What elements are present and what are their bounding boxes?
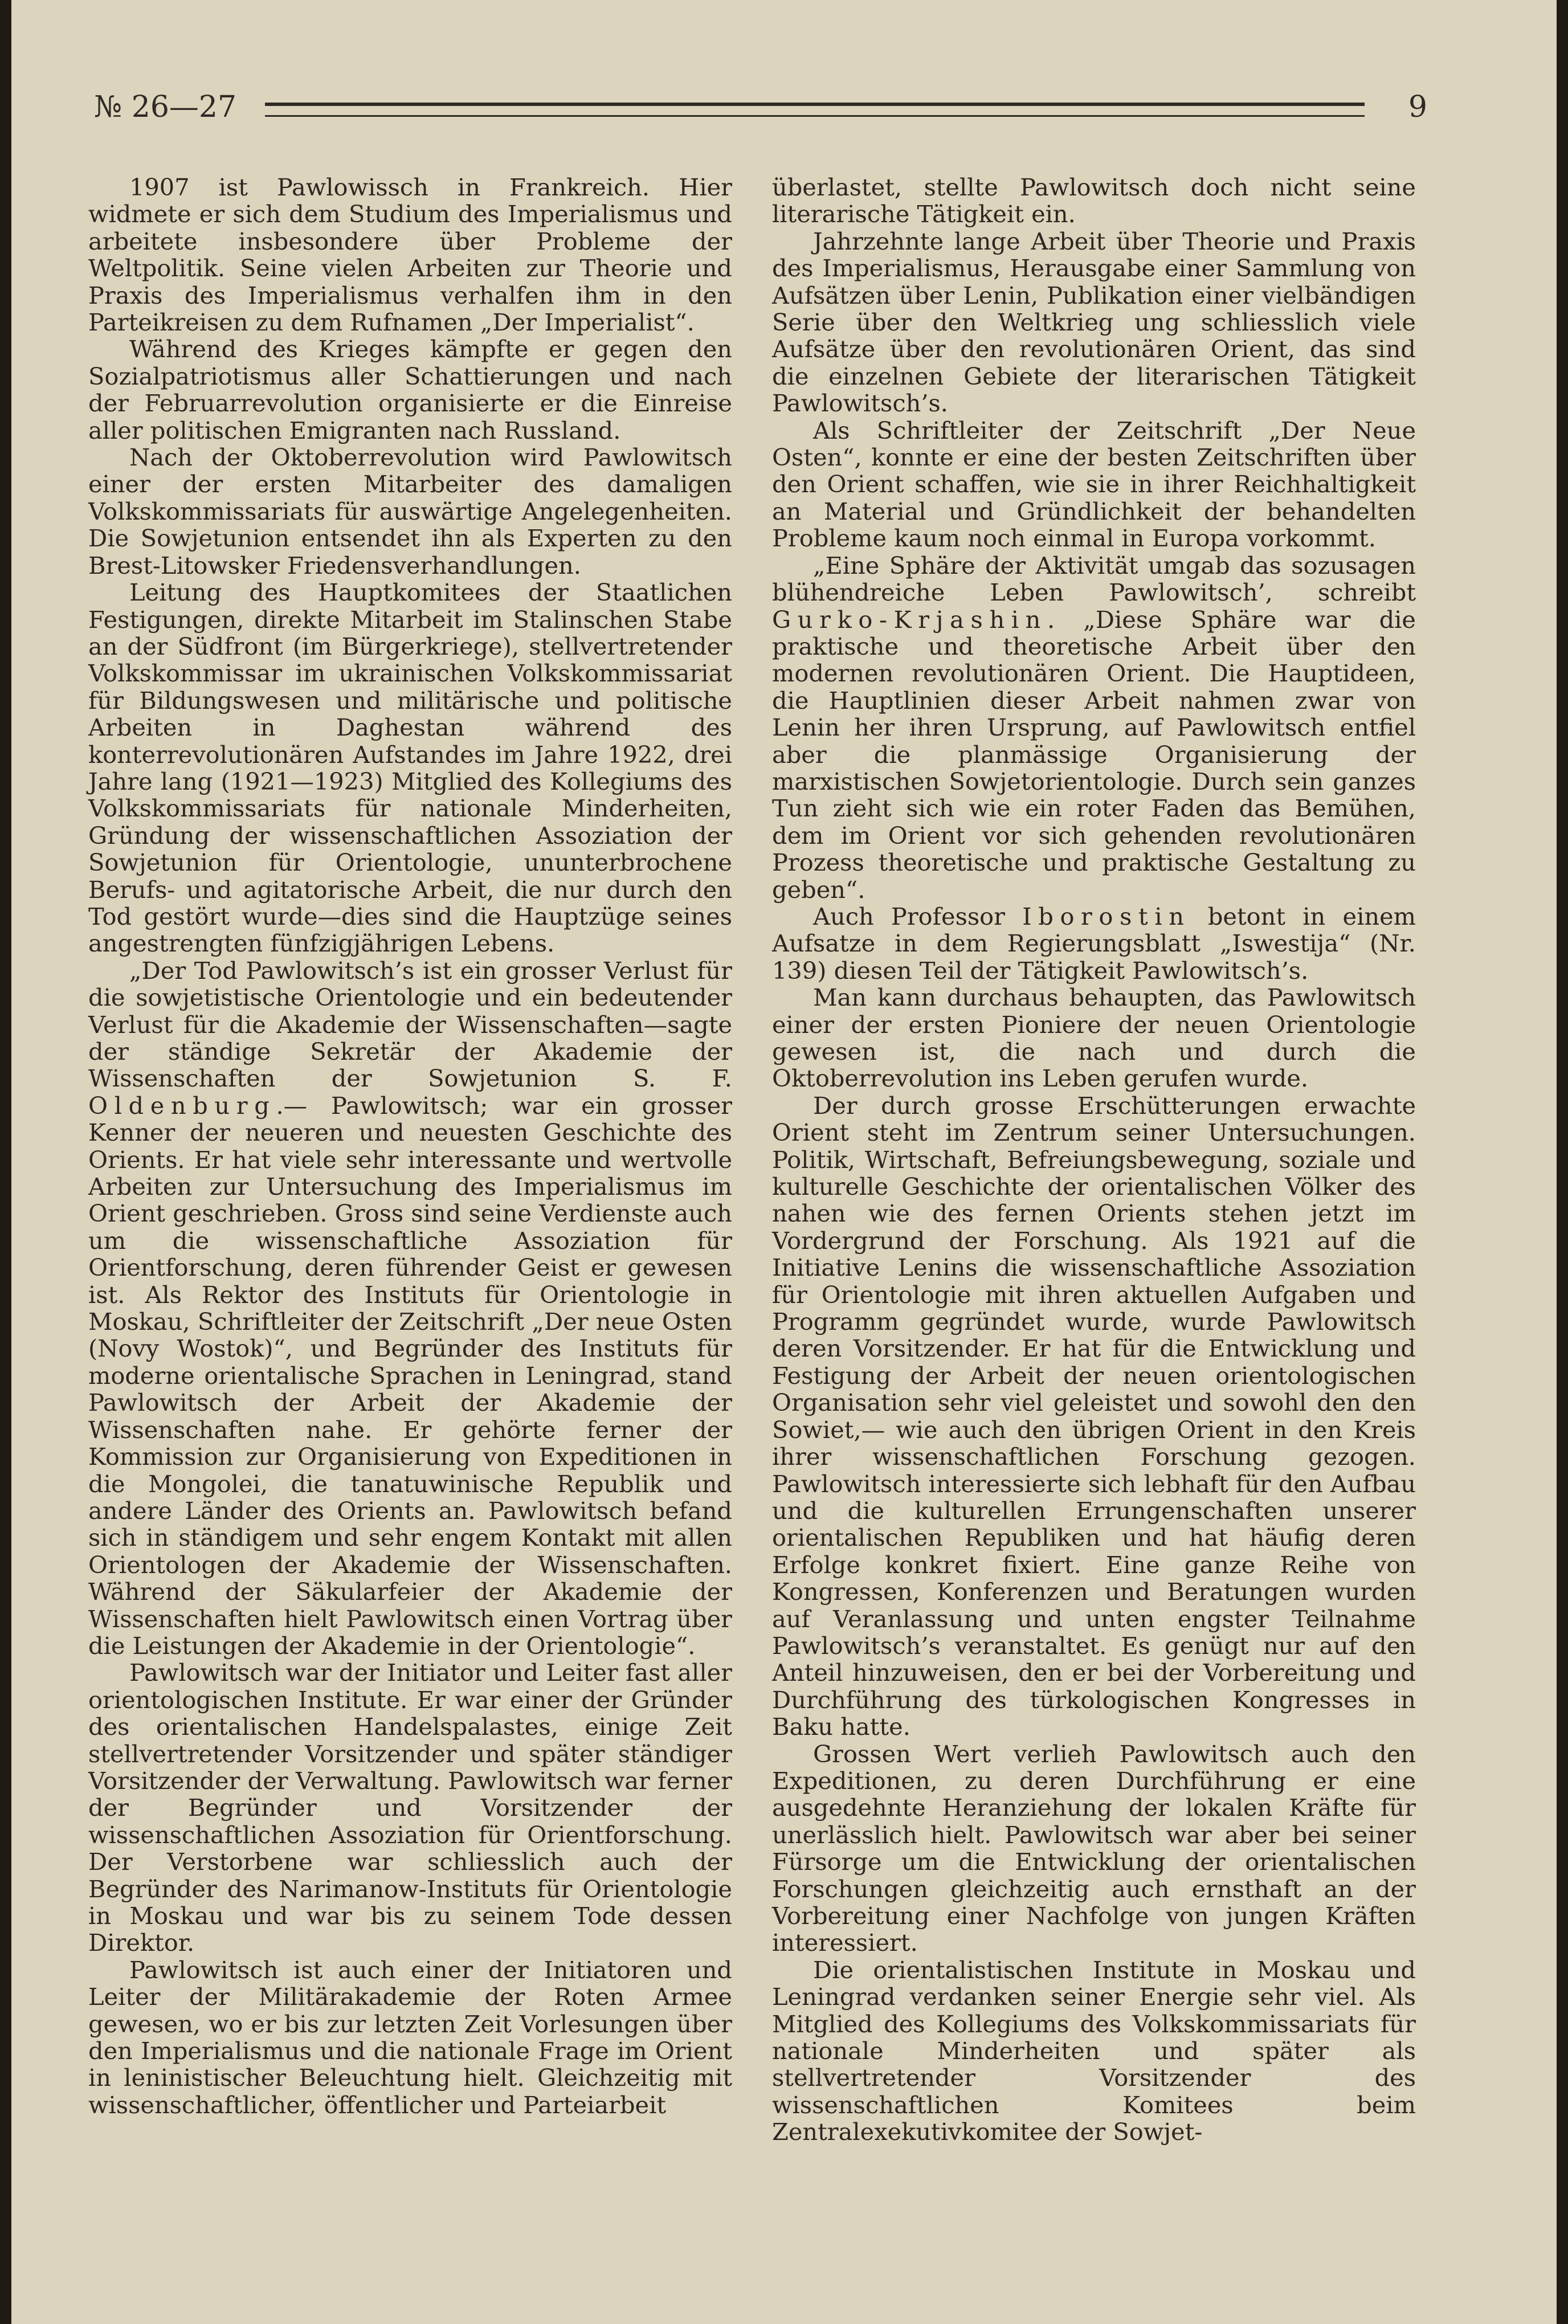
paragraph: Pawlowitsch ist auch einer der Initiatoren und Leiter der Militärakademie der Roten Armee gewesen, wo er bis zur letzten Zeit Vorlesungen über den Imperialismus und die nationale Frage im Orient in leninistischer Beleuchtung hielt. Gleichzeitig mit wissenschaftlicher, öffentlicher und Parteiarbeit	[88, 1955, 732, 2119]
spaced-name-oldenburg: Oldenburg	[88, 1091, 276, 1120]
page-number: 9	[1408, 90, 1427, 124]
paragraph	[88, 957, 732, 1660]
paragraph	[772, 552, 1416, 903]
header-rule-thick	[265, 103, 1365, 106]
paragraph: Grossen Wert verlieh Pawlowitsch auch den Expeditionen, zu deren Durchführung er eine ausgedehnte Heranziehung der lokalen Kräfte für unerlässlich hielt. Pawlowitsch war aber bei seiner Fürsorge um die Entwicklung der orientalischen Forschungen gleichzeitig auch ernsthaft an der Vorbereitung einer Nachfolge von jungen Kräften interessiert.	[772, 1739, 1416, 1957]
page-header	[94, 85, 1427, 137]
header-rule-thin	[265, 115, 1365, 117]
paragraph: Der durch grosse Erschütterungen erwachte Orient steht im Zentrum seiner Untersuchungen. Politik, Wirtschaft, Befreiungsbewegung, soziale und kulturelle Geschichte der orientalischen Völker des nahen wie des fernen Orients stehen jetzt im Vordergrund der Forschung. Als 1921 auf die Initiative Lenins die wissenschaftliche Assoziation für Orientologie mit ihren aktuellen Aufgaben und Programm gegründet wurde, wurde Pawlowitsch deren Vorsitzender. Er hat für die Entwicklung und Festigung der Arbeit der neuen orientologischen Organisation sehr viel geleistet und sowohl den den Sowiet,— wie auch den übrigen Orient in den Kreis ihrer wissenschaftlichen Forschung gezogen. Pawlowitsch interessierte sich lebhaft für den Aufbau und die kulturellen Errungenschaften unserer orientalischen Republiken und hat häufig deren Erfolge konkret fixiert. Eine ganze Reihe von Kongressen, Konferenzen und Beratungen wurden auf Veranlassung und unten engster Teilnahme Pawlowitsch’s veranstaltet. Es genügt nur auf den Anteil hinzuweisen, den er bei der Vorbereitung und Durchführung des türkologischen Kongresses in Baku hatte.	[772, 1091, 1416, 1741]
paragraph: Man kann durchaus behaupten, das Pawlowitsch einer der ersten Pioniere der neuen Orientologie gewesen ist, die nach und durch die Oktoberrevolution ins Leben gerufen wurde.	[772, 983, 1416, 1093]
paragraph-continued: überlastet, stellte Pawlowitsch doch nicht seine literarische Tätigkeit ein.	[772, 173, 1416, 228]
paragraph: Leitung des Hauptkomitees der Staatlichen Festigungen, direkte Mitarbeit im Stalinschen Stabe an der Südfront (im Bürgerkriege), stellvertretender Volkskommissar im ukrainischen Volkskommissariat für Bildungswesen und militärische und politische Arbeiten in Daghestan während des konterrevolutionären Aufstandes im Jahre 1922, drei Jahre lang (1921—1923) Mitglied des Kollegiums des Volkskommissariats für nationale Minderheiten, Gründung der wissenschaftlichen Assoziation der Sowjetunion für Orientologie, ununterbrochene Berufs- und agitatorische Arbeit, die nur durch den Tod gestört wurde—dies sind die Hauptzüge seines angestrengten fünfzigjährigen Lebens.	[88, 578, 732, 958]
paragraph: Die orientalistischen Institute in Moskau und Leningrad verdanken seiner Energie sehr viel. Als Mitglied des Kollegiums des Volkskommissariats für nationale Minderheiten und später als stellvertretender Vorsitzender des wissenschaftlichen Komitees beim Zentralexekutivkomitee der Sowjet-	[772, 1955, 1416, 2146]
right-column	[772, 174, 1416, 2146]
left-column	[88, 174, 732, 2118]
paragraph: Pawlowitsch war der Initiator und Leiter fast aller orientologischen Institute. Er war einer der Gründer des orientalischen Handelspalastes, einige Zeit stellvertretender Vorsitzender und später ständiger Vorsitzender der Verwaltung. Pawlowitsch war ferner der Begründer und Vorsitzender der wissenschaftlichen Assoziation für Orientforschung. Der Verstorbene war schliesslich auch der Begründer des Narimanow-Instituts für Orientologie in Moskau und war bis zu seinem Tode dessen Direktor.	[88, 1659, 732, 1957]
paragraph-text: betont in einem Aufsatze in dem Regierungsblatt „Iswestija“ (Nr. 139) diesen Teil der Tätigkeit Pawlowitsch’s.	[772, 902, 1416, 985]
issue-number: № 26—27	[94, 90, 237, 124]
paragraph	[772, 903, 1416, 984]
paragraph: Während des Krieges kämpfte er gegen den Sozialpatriotismus aller Schattierungen und nach der Februarrevolution organisierte er die Einreise aller politischen Emigranten nach Russland.	[88, 335, 732, 444]
paragraph-text: Auch Professor	[813, 902, 1023, 930]
paragraph: Nach der Oktoberrevolution wird Pawlowitsch einer der ersten Mitarbeiter des damaligen Volkskommissariats für auswärtige Angelegenheiten. Die Sowjetunion entsendet ihn als Experten zu den Brest-Litowsker Friedensverhandlungen.	[88, 443, 732, 579]
paragraph-text: „Eine Sphäre der Aktivität umgab das sozusagen blühendreiche Leben Pawlowitsch’, schreibt	[772, 551, 1416, 607]
spaced-name-gurko-krjashin: Gurko-Krjashin	[772, 605, 1048, 634]
paragraph: Als Schriftleiter der Zeitschrift „Der Neue Osten“, konnte er eine der besten Zeitschriften über den Orient schaffen, wie sie in ihrer Reichhaltigkeit an Material und Gründlichkeit der behandelten Probleme kaum noch einmal in Europa vorkommt.	[772, 416, 1416, 553]
newspaper-page	[11, 0, 1557, 2324]
paragraph: 1907 ist Pawlowissch in Frankreich. Hier widmete er sich dem Studium des Imperialismus und arbeitete insbesondere über Probleme der Weltpolitik. Seine vielen Arbeiten zur Theorie und Praxis des Imperialismus verhalfen ihm in den Parteikreisen zu dem Rufnamen „Der Imperialist“.	[88, 173, 732, 337]
paragraph-text: „Der Tod Pawlowitsch’s ist ein grosser Verlust für die sowjetistische Orientologie und ein bedeutender Verlust für die Akademie der Wissenschaften—sagte der ständige Sekretär der Akademie der Wissenschaften der Sowjetunion S. F.	[88, 956, 732, 1093]
paragraph: Jahrzehnte lange Arbeit über Theorie und Praxis des Imperialismus, Herausgabe einer Sammlung von Aufsätzen über Lenin, Publikation einer vielbändigen Serie über den Weltkrieg ung schliesslich viele Aufsätze über den revolutionären Orient, das sind die einzelnen Gebiete der literarischen Tätigkeit Pawlowitsch’s.	[772, 227, 1416, 418]
paragraph-text: . „Diese Sphäre war die praktische und theoretische Arbeit über den modernen revolutionären Orient. Die Hauptideen, die Hauptlinien dieser Arbeit nahmen zwar von Lenin her ihren Ursprung, auf Pawlowitsch entfiel aber die planmässige Organisierung der marxistischen Sowjetorientologie. Durch sein ganzes Tun zieht sich wie ein roter Faden das Bemühen, dem im Orient vor sich gehenden revolutionären Prozess theoretische und praktische Gestaltung zu geben“.	[772, 605, 1416, 904]
spaced-name-iborostin: Iborostin	[1022, 902, 1191, 930]
paragraph-text: .— Pawlowitsch; war ein grosser Kenner der neueren und neuesten Geschichte des Orients. Er hat viele sehr interessante und wertvolle Arbeiten zur Untersuchung des Imperialismus im Orient geschrieben. Gross sind seine Verdienste auch um die wissenschaftliche Assoziation für Orientforschung, deren führender Geist er gewesen ist. Als Rektor des Instituts für Orientologie in Moskau, Schriftleiter der Zeitschrift „Der neue Osten (Novy Wostok)“, und Begründer des Instituts für moderne orientalische Sprachen in Leningrad, stand Pawlowitsch der Arbeit der Akademie der Wissenschaften nahe. Er gehörte ferner der Kommission zur Organisierung von Expeditionen in die Mongolei, die tanatuwinische Republik und andere Länder des Orients an. Pawlowitsch befand sich in ständigem und sehr engem Kontakt mit allen Orientologen der Akademie der Wissenschaften. Während der Säkularfeier der Akademie der Wissenschaften hielt Pawlowitsch einen Vortrag über die Leistungen der Akademie in der Orientologie“.	[88, 1091, 732, 1660]
